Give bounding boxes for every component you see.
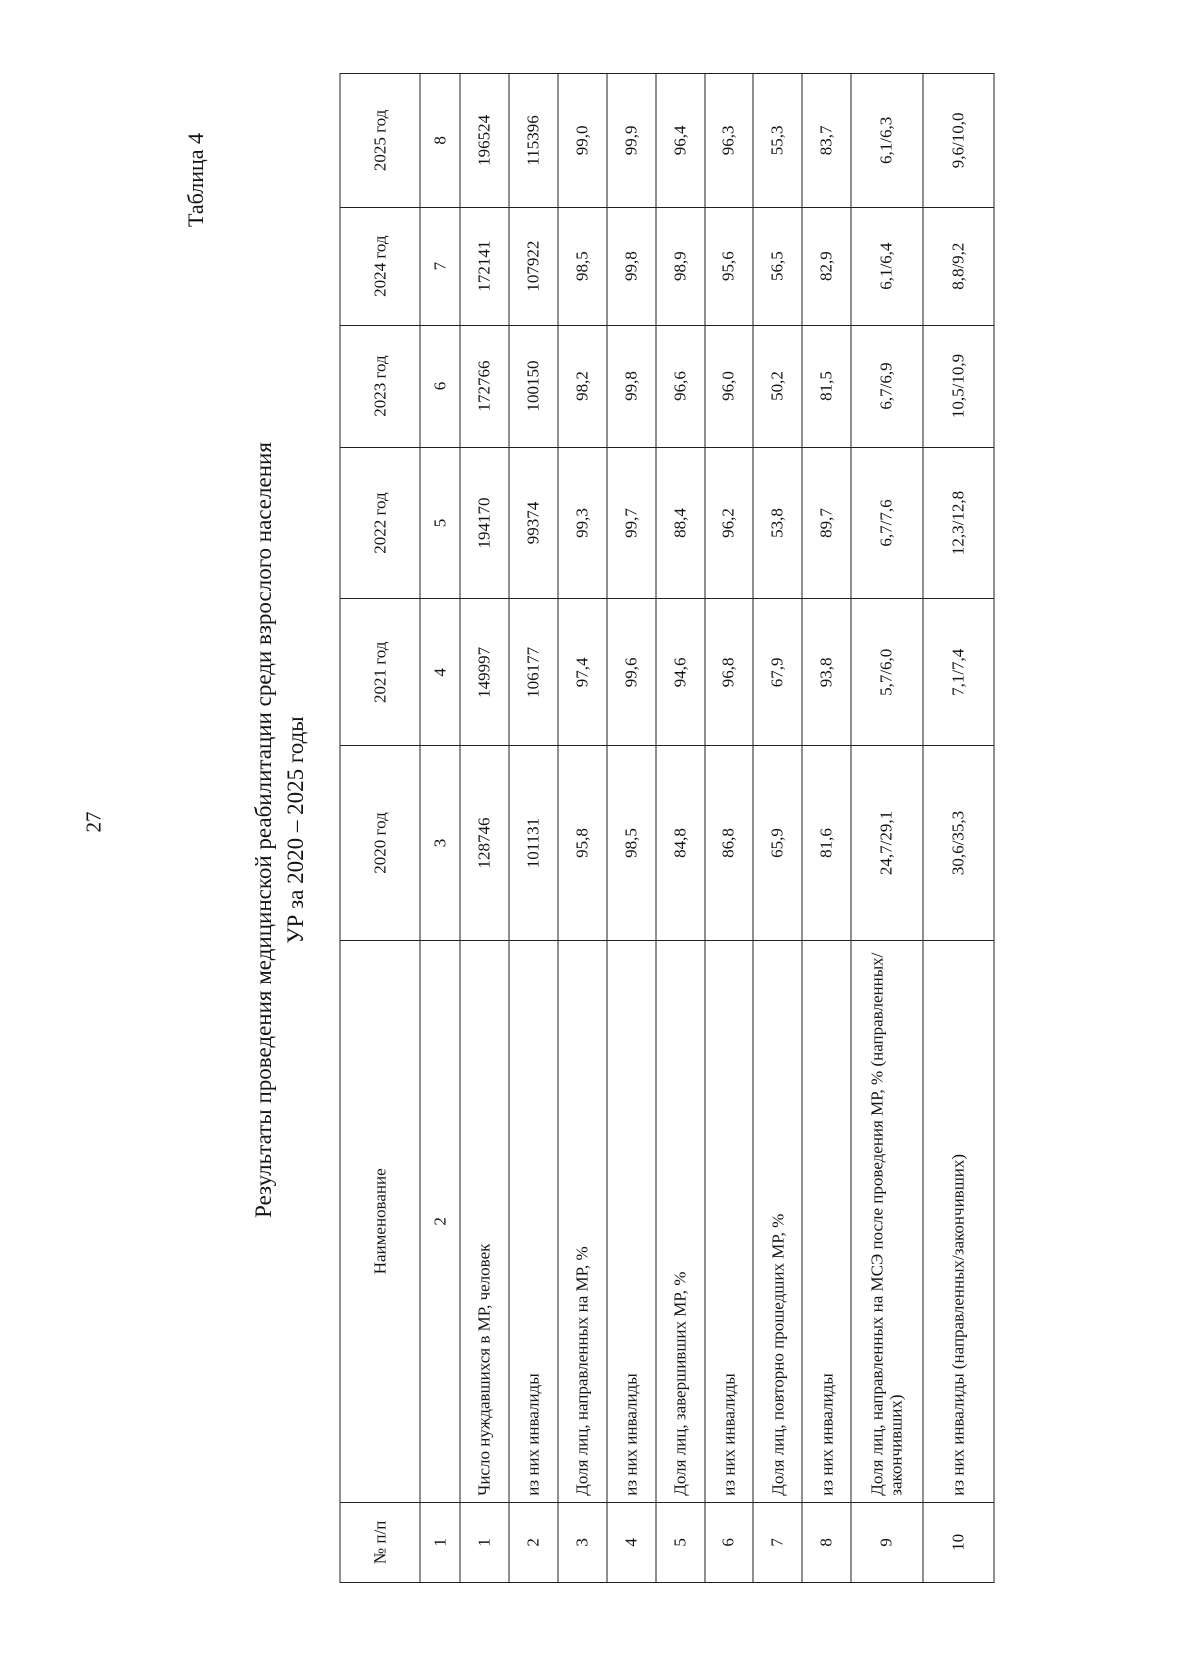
value-cell: 86,8	[705, 746, 754, 941]
table-body	[460, 74, 994, 1583]
row-name-cell: из них инвалиды (направленных/закончивших)	[923, 940, 994, 1502]
value-cell: 55,3	[753, 74, 802, 208]
header-cell: 2022 год	[340, 447, 420, 599]
value-cell: 101131	[509, 746, 558, 941]
value-cell: 96,8	[705, 599, 754, 746]
document-title	[248, 260, 312, 1400]
rehabilitation-results-table	[340, 73, 995, 1583]
value-cell: 9,6/10,0	[923, 74, 994, 208]
table-row	[705, 74, 754, 1583]
table-row	[460, 74, 509, 1583]
value-cell: 95,8	[558, 746, 607, 941]
value-cell: 94,6	[656, 599, 705, 746]
value-cell: 56,5	[753, 207, 802, 325]
value-cell: 96,2	[705, 447, 754, 599]
table-caption: Таблица 4	[183, 132, 208, 228]
value-cell: 194170	[460, 447, 509, 599]
row-name-cell: Число нуждавшихся в МР, человек	[460, 940, 509, 1502]
value-cell: 7,1/7,4	[923, 599, 994, 746]
value-cell: 82,9	[802, 207, 851, 325]
table-row	[753, 74, 802, 1583]
table-row	[607, 74, 656, 1583]
page-number: 27	[81, 811, 106, 833]
row-number-cell: 1	[460, 1502, 509, 1582]
header-cell: Наименование	[340, 940, 420, 1502]
header-cell: 2025 год	[340, 74, 420, 208]
value-cell: 196524	[460, 74, 509, 208]
value-cell: 115396	[509, 74, 558, 208]
table-row	[851, 74, 922, 1583]
title-line-1: Результаты проведения медицинской реабилитации среди взрослого населения	[251, 442, 276, 1218]
value-cell: 83,7	[802, 74, 851, 208]
value-cell: 96,4	[656, 74, 705, 208]
header-cell: 2024 год	[340, 207, 420, 325]
row-name-cell: Доля лиц, завершивших МР, %	[656, 940, 705, 1502]
value-cell: 88,4	[656, 447, 705, 599]
value-cell: 93,8	[802, 599, 851, 746]
value-cell: 99,8	[607, 207, 656, 325]
value-cell: 96,6	[656, 325, 705, 447]
row-number-cell: 5	[656, 1502, 705, 1582]
value-cell: 96,0	[705, 325, 754, 447]
value-cell: 65,9	[753, 746, 802, 941]
value-cell: 6,1/6,3	[851, 74, 922, 208]
value-cell: 8,8/9,2	[923, 207, 994, 325]
value-cell: 10,5/10,9	[923, 325, 994, 447]
column-index-cell: 8	[420, 74, 460, 208]
value-cell: 98,9	[656, 207, 705, 325]
header-row	[340, 74, 420, 1583]
value-cell: 99,8	[607, 325, 656, 447]
column-index-cell: 1	[420, 1502, 460, 1582]
value-cell: 67,9	[753, 599, 802, 746]
column-index-cell: 6	[420, 325, 460, 447]
row-number-cell: 2	[509, 1502, 558, 1582]
table-row	[656, 74, 705, 1583]
table-container	[340, 73, 995, 1583]
value-cell: 100150	[509, 325, 558, 447]
table-row	[509, 74, 558, 1583]
row-name-cell: из них инвалиды	[705, 940, 754, 1502]
table-row	[558, 74, 607, 1583]
value-cell: 172766	[460, 325, 509, 447]
value-cell: 106177	[509, 599, 558, 746]
row-number-cell: 8	[802, 1502, 851, 1582]
row-name-cell: Доля лиц, повторно прошедших МР, %	[753, 940, 802, 1502]
row-number-cell: 10	[923, 1502, 994, 1582]
header-cell: № п/п	[340, 1502, 420, 1582]
header-cell: 2020 год	[340, 746, 420, 941]
value-cell: 99,7	[607, 447, 656, 599]
row-name-cell: из них инвалиды	[607, 940, 656, 1502]
row-name-cell: Доля лиц, направленных на МСЭ после проведения МР, % (направленных/закончивших)	[851, 940, 922, 1502]
title-line-2: УР за 2020 – 2025 годы	[283, 716, 308, 944]
value-cell: 6,7/6,9	[851, 325, 922, 447]
value-cell: 81,5	[802, 325, 851, 447]
value-cell: 5,7/6,0	[851, 599, 922, 746]
row-name-cell: из них инвалиды	[509, 940, 558, 1502]
value-cell: 30,6/35,3	[923, 746, 994, 941]
value-cell: 24,7/29,1	[851, 746, 922, 941]
row-number-cell: 6	[705, 1502, 754, 1582]
table-row	[923, 74, 994, 1583]
row-number-cell: 7	[753, 1502, 802, 1582]
value-cell: 99,6	[607, 599, 656, 746]
header-cell: 2021 год	[340, 599, 420, 746]
value-cell: 53,8	[753, 447, 802, 599]
row-name-cell: из них инвалиды	[802, 940, 851, 1502]
row-number-cell: 3	[558, 1502, 607, 1582]
column-index-cell: 4	[420, 599, 460, 746]
table-row	[802, 74, 851, 1583]
value-cell: 107922	[509, 207, 558, 325]
value-cell: 6,1/6,4	[851, 207, 922, 325]
value-cell: 99374	[509, 447, 558, 599]
value-cell: 97,4	[558, 599, 607, 746]
column-index-cell: 3	[420, 746, 460, 941]
value-cell: 50,2	[753, 325, 802, 447]
column-index-row	[420, 74, 460, 1583]
value-cell: 84,8	[656, 746, 705, 941]
value-cell: 12,3/12,8	[923, 447, 994, 599]
value-cell: 99,9	[607, 74, 656, 208]
column-index-cell: 7	[420, 207, 460, 325]
value-cell: 172141	[460, 207, 509, 325]
column-index-cell: 2	[420, 940, 460, 1502]
value-cell: 128746	[460, 746, 509, 941]
row-name-cell: Доля лиц, направленных на МР, %	[558, 940, 607, 1502]
header-cell: 2023 год	[340, 325, 420, 447]
value-cell: 98,5	[607, 746, 656, 941]
column-index-cell: 5	[420, 447, 460, 599]
value-cell: 96,3	[705, 74, 754, 208]
value-cell: 6,7/7,6	[851, 447, 922, 599]
value-cell: 95,6	[705, 207, 754, 325]
value-cell: 149997	[460, 599, 509, 746]
value-cell: 98,5	[558, 207, 607, 325]
value-cell: 99,3	[558, 447, 607, 599]
value-cell: 98,2	[558, 325, 607, 447]
row-number-cell: 4	[607, 1502, 656, 1582]
value-cell: 99,0	[558, 74, 607, 208]
value-cell: 89,7	[802, 447, 851, 599]
value-cell: 81,6	[802, 746, 851, 941]
row-number-cell: 9	[851, 1502, 922, 1582]
